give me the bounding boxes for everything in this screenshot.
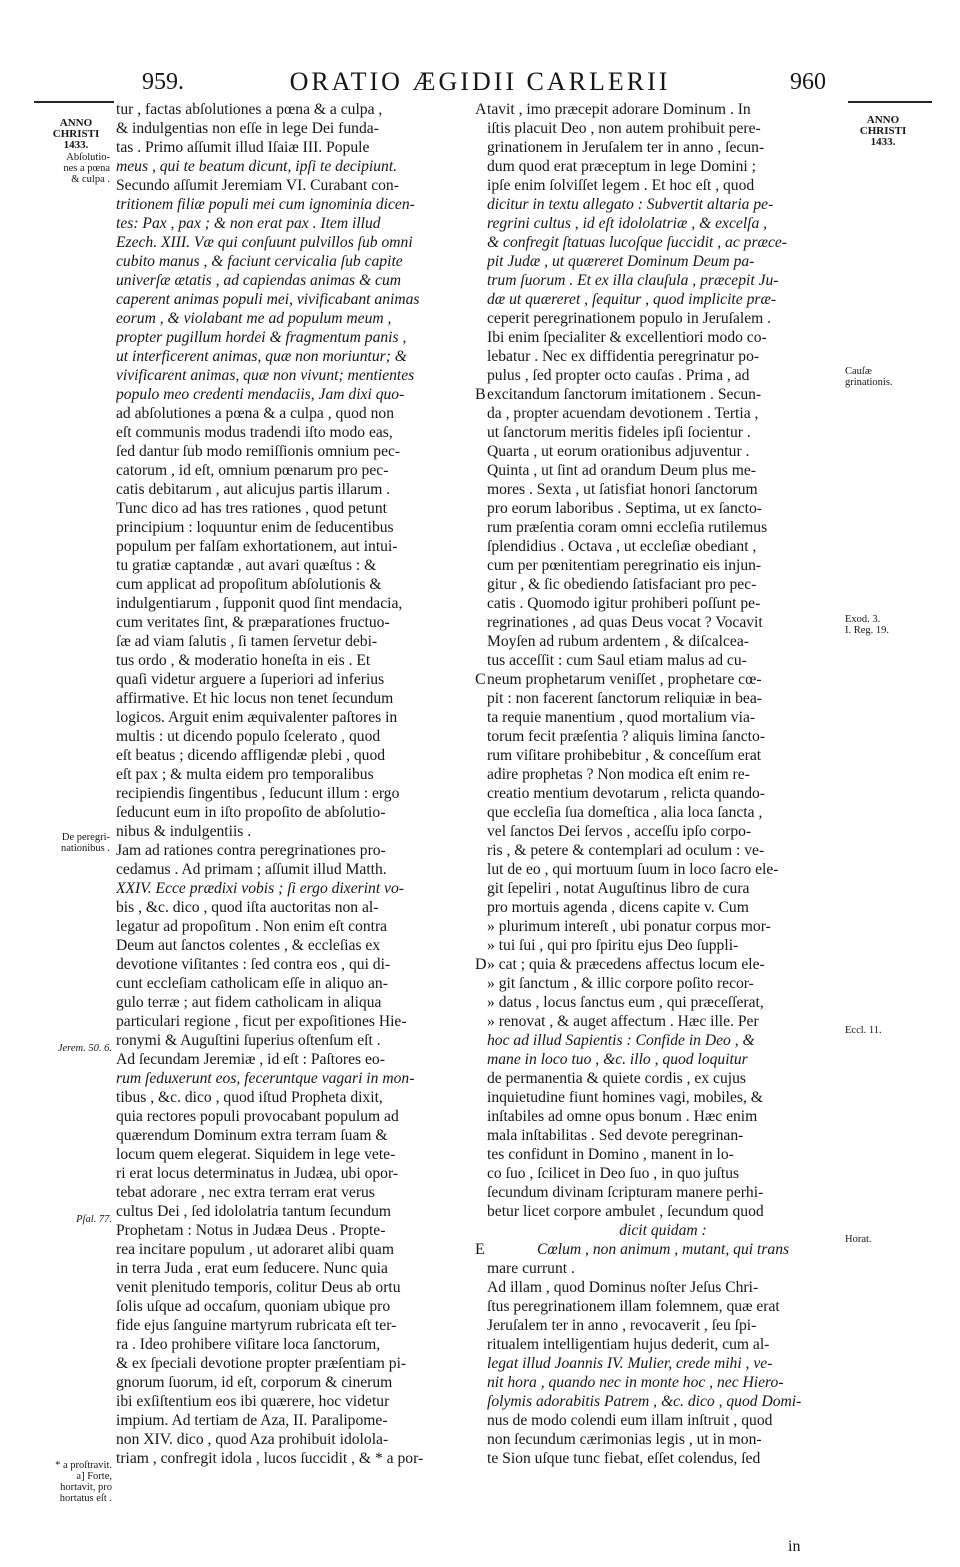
text-line: locum quem elegerat. Siquidem in lege vete- <box>116 1146 396 1163</box>
margin-year: 1433. <box>63 139 89 151</box>
text-line: ad abſolutiones a pœna & a culpa , quod non <box>116 405 395 422</box>
text-line: Quinta , ut ſint ad orandum Deum plus me- <box>487 462 756 479</box>
text-line: populum per falſam exhortationem, aut intui- <box>116 538 398 555</box>
text-line: gnorum ſuorum, id eſt, corporum & cinerum <box>116 1374 393 1391</box>
text-line: caperent animas populi mei, vivificabant animas <box>116 291 420 308</box>
text-line: mare currunt . <box>487 1260 575 1277</box>
margin-note-line: De peregri- <box>61 832 110 843</box>
text-line: Prophetam : Notus in Judæa Deus . Propte- <box>116 1222 386 1239</box>
text-line: ris , & petere & contemplari ad oculum : ve- <box>487 842 765 859</box>
margin-note-line: nes a pœna <box>63 163 110 174</box>
text-line: tas . Primo aſſumit illud Iſaiæ III. Popule <box>116 139 370 156</box>
text-line: » renovat , & auget affectum . Hæc ille. Per <box>487 1013 759 1030</box>
text-line: Ad illam , quod Dominus noſter Jeſus Chri- <box>487 1279 759 1296</box>
text-line: » tui ſui , qui pro ſpiritu ejus Deo ſuppli- <box>487 937 739 954</box>
text-line: tritionem filiæ populi mei cum ignominia dicen- <box>116 196 415 213</box>
page-number-left: 959. <box>142 69 184 95</box>
text-line: dæ ut quæreret , ſequitur , quod implicite præ- <box>487 291 777 308</box>
margin-ref-horace: Horat. <box>845 1234 872 1245</box>
text-line: populo meo credenti mendaciis, Jam dixi quo- <box>116 386 405 403</box>
section-letter-c: C <box>475 671 486 688</box>
text-line: dicitur in textu allegato : Subvertit altaria pe- <box>487 196 774 213</box>
text-line: dum quod erat præceptum in lege Domini ; <box>487 158 756 175</box>
margin-ref-jeremiah: Jerem. 50. 6. <box>57 1043 112 1054</box>
text-line: logicos. Arguit enim æquivalenter paſtores in <box>116 709 398 726</box>
text-line: regrinationes , ad quas Deus vocat ? Vocavit <box>487 614 763 631</box>
text-line: te Sion uſque tunc fiebat, eſſet colendus, ſed <box>487 1450 761 1467</box>
text-line: regrini cultus , id eſt idololatriæ , & excelſa , <box>487 215 768 232</box>
text-line: rum viſitare prohibebitur , & conceſſum erat <box>487 747 762 764</box>
text-line: Cœlum , non animum , mutant, qui trans <box>536 1241 790 1258</box>
text-line: da , propter acuendam devotionem . Tertia , <box>487 405 759 422</box>
text-line: excitandum ſanctorum imitationem . Secun- <box>487 386 762 403</box>
text-line: affirmative. Et hic locus non tenet ſecundum <box>116 690 394 707</box>
margin-christi-word: CHRISTI <box>52 128 100 140</box>
text-line: co ſuo , ſcilicet in Deo ſuo , in quo juſtus <box>487 1165 740 1182</box>
text-line: inſtabiles ad omne opus bonum . Hæc enim <box>487 1108 758 1125</box>
text-line: XXIV. Ecce prædixi vobis ; ſi ergo dixerint vo- <box>116 880 404 897</box>
text-line: pit : non facerent ſanctorum reliquiæ in bea- <box>487 690 762 707</box>
text-line: ſolis uſque ad occaſum, quoniam ubique pro <box>116 1298 391 1315</box>
margin-note-line: hortatus eſt . <box>59 1493 112 1504</box>
text-line: & confregit ſtatuas lucoſque ſuccidit , ac præce- <box>487 234 787 251</box>
left-text-column <box>116 100 474 1468</box>
margin-note-causae <box>845 366 893 388</box>
text-line: meus , qui te beatum dicunt, ipſi te decipiunt. <box>116 158 398 175</box>
page-running-title: ORATIO ÆGIDII CARLERII <box>289 67 671 96</box>
text-line: mala inſtabilitas . Sed devote peregrinan- <box>487 1127 744 1144</box>
text-line: principium : loquuntur enim de ſeducentibus <box>116 519 394 536</box>
text-line: » git ſanctum , & illic corpore poſito recor- <box>487 975 754 992</box>
margin-footnote <box>26 1460 112 1504</box>
text-line: pit Judæ , ut quæreret Dominum Deum pa- <box>487 253 755 270</box>
text-line: eſt beatus ; dicendo affligendæ plebi , quod <box>116 747 386 764</box>
text-line: » cat ; quia & præcedens affectus locum ele- <box>487 956 765 973</box>
margin-note-line: Exod. 3. <box>845 614 881 625</box>
text-line: particulari regione , ficut per expoſitiones Hie- <box>116 1013 407 1030</box>
text-line: » datus , locus ſanctus eum , qui præceſſerat, <box>487 994 764 1011</box>
text-line: vivificarent animas, quæ non vivunt; mentientes <box>116 367 415 384</box>
text-line: vel ſanctos Dei ſervos , acceſſu ipſo corpo- <box>487 823 752 840</box>
text-line: in terra Juda , erat eum ſeducere. Nunc quia <box>116 1260 388 1277</box>
text-line: catis debitarum , aut alicujus partis illarum . <box>116 481 391 498</box>
margin-ref-psalm: Pſal. 77. <box>76 1214 112 1225</box>
margin-note-line: I. Reg. 19. <box>845 625 890 636</box>
text-line: betur licet corpore ambulet , ſecundum quod <box>487 1203 764 1220</box>
text-line: legatur ad propoſitum . Non enim eſt contra <box>116 918 388 935</box>
text-line: Jam ad rationes contra peregrinationes pro- <box>116 842 386 859</box>
text-line: ut interficerent animas, quæ non moriuntur; & <box>116 348 407 365</box>
margin-anno-christi-right <box>845 115 921 148</box>
text-line: ſæ ad viam ſalutis , ſi tamen ſervetur debi- <box>116 633 378 650</box>
margin-note-line: * a proſtravit. <box>55 1460 112 1471</box>
text-line: tebat adorare , nec extra terram erat verus <box>116 1184 375 1201</box>
text-line: inquietudine fiunt homines vagi, mobiles, & <box>487 1089 763 1106</box>
text-line: tu gratiæ captandæ , aut avari quæſtus : & <box>116 557 377 574</box>
text-line: Ad ſecundam Jeremiæ , id eſt : Paſtores eo- <box>116 1051 385 1068</box>
margin-note-line: hortavit, pro <box>60 1482 112 1493</box>
margin-anno-word: ANNO <box>866 114 900 126</box>
text-line: de permanentia & quiete cordis , ex cujus <box>487 1070 746 1087</box>
text-line: tes confidunt in Domino , manent in lo- <box>487 1146 734 1163</box>
text-line: ibi exſiſtentium eos ibi quærere, hoc videtur <box>116 1393 390 1410</box>
margin-note-de-peregrinationibus <box>36 832 110 854</box>
catchword: in <box>788 1538 801 1555</box>
text-line: venit plenitudo temporis, colitur Deus ab ortu <box>116 1279 401 1296</box>
text-line: recipiendis ſingentibus , ſeducunt illum : ergo <box>116 785 400 802</box>
text-line: cum veritates ſint, & præparationes fructuo- <box>116 614 390 631</box>
text-line: cunt eccleſiam catholicam eſſe in aliquo an- <box>116 975 388 992</box>
text-line: mane in loco tuo , &c. illo , quod loquitur <box>487 1051 748 1068</box>
text-line: Jeruſalem ter in anno , revocaverit , ſeu ſpi- <box>487 1317 757 1334</box>
right-text-column <box>487 100 839 1468</box>
margin-ref-ecclesiasticus: Eccl. 11. <box>845 1025 882 1036</box>
text-line: Moyſen ad rubum ardentem , & diſcalcea- <box>487 633 749 650</box>
text-line: eorum , & violabant me ad populum meum , <box>116 310 392 327</box>
text-line: adire prophetas ? Non modica eſt enim re- <box>487 766 750 783</box>
section-letter-d: D <box>475 956 487 973</box>
text-line: hoc ad illud Sapientis : Confide in Deo , & <box>487 1032 755 1049</box>
text-line: quia rectores populi provocabant populum ad <box>116 1108 399 1125</box>
text-line: torum fecit præſentia ? aliquis limina ſancto- <box>487 728 766 745</box>
text-line: nit hora , quando nec in monte hoc , nec Hiero- <box>487 1374 784 1391</box>
text-line: pro eorum laboribus . Septima, ut ex ſancto- <box>487 500 762 517</box>
text-line: trum ſuorum . Et ex illa clauſula , præcepit Ju- <box>487 272 779 289</box>
margin-year: 1433. <box>870 136 896 148</box>
text-line: iſtis placuit Deo , non autem prohibuit pere- <box>487 120 761 137</box>
text-line: ſolymis adorabitis Patrem , &c. dico , quod Domi- <box>487 1393 802 1410</box>
text-line: cum per pœnitentiam peregrinatio eis injun- <box>487 557 762 574</box>
text-line: tus ordo , & moderatio honeſta in eis . Et <box>116 652 371 669</box>
text-line: & indulgentias non eſſe in lege Dei funda- <box>116 120 379 137</box>
text-line: propter pugillum hordei & fragmentum panis , <box>116 329 407 346</box>
text-line: catis . Quomodo igitur prohiberi poſſunt pe- <box>487 595 761 612</box>
margin-anno-christi-left <box>40 118 112 151</box>
text-line: que eccleſia ſua domeſtica , alia loca ſancta , <box>487 804 763 821</box>
text-line: » plurimum intereſt , ubi ponatur corpus mor- <box>487 918 771 935</box>
text-line: git ſepeliri , notat Auguſtinus libro de cura <box>487 880 750 897</box>
text-line: multis : ut dicendo populo ſcelerato , quod <box>116 728 381 745</box>
text-line: pulus , ſed propter octo cauſas . Prima , ad <box>487 367 750 384</box>
section-letter-a: A <box>475 101 487 118</box>
text-line: gitur , & ſic obediendo ſatisfaciant pro pec- <box>487 576 757 593</box>
text-line: ra . Ideo prohibere viſitare loca ſanctorum, <box>116 1336 381 1353</box>
text-line: non ſecundum cærimonias legis , ut in mon- <box>487 1431 762 1448</box>
margin-note-line: a] Forte, <box>76 1471 112 1482</box>
text-line: neum prophetarum veniſſet , prophetare cœ- <box>487 671 762 688</box>
text-line: rea incitare populum , ut adoraret alibi quam <box>116 1241 394 1258</box>
text-line: devotione viſitantes : ſed contra eos , qui di- <box>116 956 391 973</box>
text-line: ta requie manentium , quod mortalium via- <box>487 709 756 726</box>
text-line: nibus & indulgentiis . <box>116 823 252 840</box>
text-line: eſt communis modus tradendi iſto modo eas, <box>116 424 393 441</box>
margin-note-line: grinationis. <box>845 377 893 388</box>
text-line: catorum , id eſt, omnium pœnarum pro pec- <box>116 462 389 479</box>
text-line: legat illud Joannis IV. Mulier, crede mihi , ve- <box>487 1355 773 1372</box>
margin-note-absolutione <box>36 152 110 185</box>
text-line: ri erat locus determinatus in Judæa, ubi opor- <box>116 1165 399 1182</box>
text-line: Tunc dico ad has tres rationes , quod petunt <box>116 500 387 517</box>
text-line: ipſe enim ſolviſſet legem . Et hoc eſt , quod <box>487 177 755 194</box>
text-line: univerſæ ætatis , ad capiendas animas & cum <box>116 272 402 289</box>
text-line: tes: Pax , pax ; & non erat pax . Item illud <box>116 215 381 232</box>
text-line: triam , confregit idola , lucos ſuccidit , & * a por- <box>116 1450 424 1467</box>
text-line: ceperit peregrinationem populo in Jeruſalem . <box>487 310 772 327</box>
text-line: ſplendidius . Octava , ut eccleſiæ obediant , <box>487 538 757 555</box>
text-line: ronymi & Auguſtini ſuperius oſtenſum eſt . <box>116 1032 381 1049</box>
text-line: cum applicat ad propoſitum abſolutionis & <box>116 576 382 593</box>
text-line: gulo terræ ; aut fidem catholicam in aliqua <box>116 994 382 1011</box>
text-line: cubito manus , & faciunt cervicalia ſub capite <box>116 253 403 270</box>
text-line: pro mortuis agenda , dicens capite v. Cum <box>487 899 749 916</box>
text-line: cultus Dei , ſed idololatria tantum ſecundum <box>116 1203 391 1220</box>
text-line: Ezech. XIII. Væ qui conſuunt pulvillos ſub omni <box>116 234 413 251</box>
margin-ref-exodus <box>845 614 889 636</box>
text-line: grinationem in Jeruſalem ter in anno , ſecun- <box>487 139 765 156</box>
text-line: creatio mentium devotarum , relicta quando- <box>487 785 765 802</box>
text-line: non XIV. dico , quod Aza prohibuit idolola- <box>116 1431 389 1448</box>
page-number-right: 960 <box>790 69 826 95</box>
text-line: fide ejus ſanguine martyrum rubricata eſt ter- <box>116 1317 397 1334</box>
header-rule-left <box>34 101 114 103</box>
margin-note-line: & culpa . <box>71 174 110 185</box>
text-line: rum præſentia coram omni eccleſia rutilemus <box>487 519 768 536</box>
text-line: Secundo aſſumit Jeremiam VI. Curabant con- <box>116 177 399 194</box>
text-line: cedamus . Ad primam ; aſſumit illud Matth. <box>116 861 387 878</box>
text-line: tur , factas abſolutiones a pœna & a culpa , <box>116 101 383 118</box>
text-line: ritualem intelligentiam hujus dederit, cum al- <box>487 1336 770 1353</box>
text-line: indulgentiarum , ſupponit quod ſint mendacia, <box>116 595 403 612</box>
text-line: tus acceſſit : cum Saul etiam malus ad cu- <box>487 652 747 669</box>
text-line: ſeducunt eum in iſto propoſito de abſolutio- <box>116 804 386 821</box>
text-line: lut de eo , qui mortuum ſuum in loco ſacro ele- <box>487 861 779 878</box>
text-line: quærendum Dominum extra terram ſuam & <box>116 1127 388 1144</box>
text-line: impium. Ad tertiam de Aza, II. Paralipome- <box>116 1412 388 1429</box>
text-line: lebatur . Nec ex diffidentia peregrinatur po- <box>487 348 760 365</box>
text-line: dicit quidam : <box>619 1222 707 1239</box>
text-line: tibus , &c. dico , quod iſtud Propheta dixit, <box>116 1089 383 1106</box>
margin-note-line: Cauſæ <box>845 366 872 377</box>
margin-note-line: Abſolutio- <box>66 152 110 163</box>
text-line: mores . Sexta , ut ſatisfiat honori ſanctorum <box>487 481 758 498</box>
text-line: Deum aut ſanctos colentes , & eccleſias ex <box>116 937 381 954</box>
text-line: ſtus peregrinationem illam folemnem, quæ erat <box>487 1298 780 1315</box>
margin-christi-word: CHRISTI <box>859 125 907 137</box>
text-line: & ex ſpeciali devotione propter præſentiam pi- <box>116 1355 407 1372</box>
text-line: bis , &c. dico , quod iſta auctoritas non al- <box>116 899 379 916</box>
text-line: ſed dantur ſub modo remiſſionis omnium pec- <box>116 443 401 460</box>
section-letter-b: B <box>475 386 486 403</box>
text-line: tavit , imo præcepit adorare Dominum . In <box>487 101 751 118</box>
margin-note-line: nationibus . <box>61 843 110 854</box>
text-line: ſecundum divinam ſcripturam manere perhi- <box>487 1184 764 1201</box>
text-line: eſt pax ; & multa eidem pro temporalibus <box>116 766 374 783</box>
text-line: Ibi enim ſpecialiter & excellentiori modo co- <box>487 329 767 346</box>
header-rule-right <box>848 101 932 103</box>
margin-anno-word: ANNO <box>59 117 93 129</box>
text-line: ut ſanctorum meritis fideles ipſi ſocientur . <box>487 424 751 441</box>
section-letter-e: E <box>475 1241 485 1258</box>
text-line: quaſi videtur arguere a ſuperiori ad inferius <box>116 671 385 688</box>
text-line: Quarta , ut eorum orationibus adjuventur . <box>487 443 750 460</box>
text-line: rum ſeduxerunt eos, feceruntque vagari in mon- <box>116 1070 415 1087</box>
text-line: nus de modo colendi eum illam inſtruit , quod <box>487 1412 773 1429</box>
